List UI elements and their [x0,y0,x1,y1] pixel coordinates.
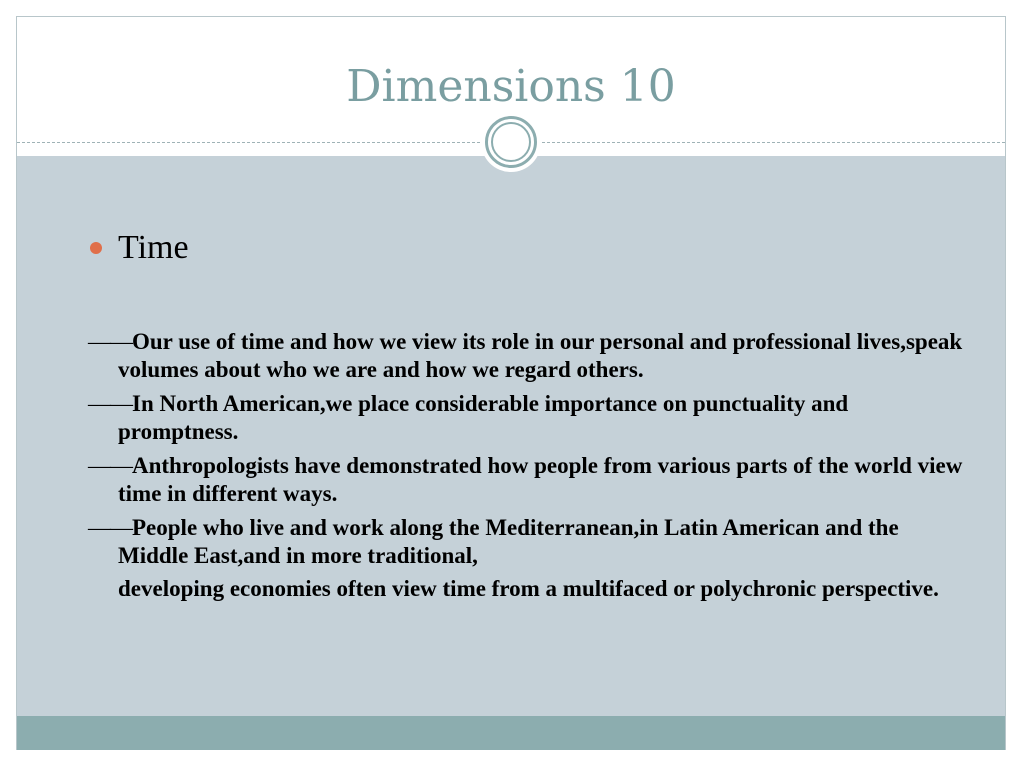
bullet-text: Time [118,229,189,266]
dash-mark: —— [88,329,132,354]
paragraph-text: In North American,we place considerable importance on punctuality and promptness. [118,391,849,444]
footer-bar [17,716,1005,750]
circle-ornament-inner [491,122,531,162]
body-text [88,328,968,610]
paragraph-text: Our use of time and how we view its role in our personal and professional lives,speak volumes about who we are and how we regard others. [118,329,963,382]
paragraph-continuation: developing economies often view time from a multifaced or polychronic perspective. [118,576,939,601]
paragraph-text: People who live and work along the Mediterranean,in Latin American and the Middle East,and in more traditional, [118,515,899,568]
bullet-dot-icon [90,242,102,254]
dash-mark: —— [88,515,132,540]
dash-mark: —— [88,453,132,478]
paragraph [88,328,968,383]
paragraph [88,514,968,569]
paragraph [88,390,968,445]
dash-mark: —— [88,391,132,416]
paragraph-text: Anthropologists have demonstrated how people from various parts of the world view time in different ways. [118,453,963,506]
paragraph [88,452,968,507]
slide-title: Dimensions 10 [346,61,676,112]
